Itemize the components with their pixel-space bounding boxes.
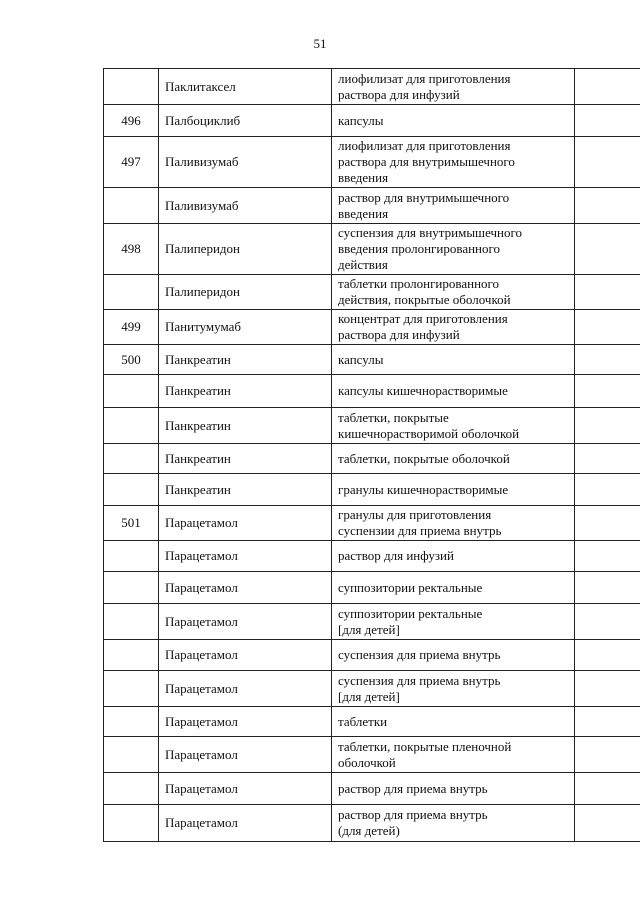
empty-cell — [575, 474, 640, 506]
drug-table — [103, 68, 640, 842]
row-number: 496 — [104, 105, 159, 137]
row-number — [104, 375, 159, 408]
empty-cell — [575, 275, 640, 310]
empty-cell — [575, 137, 640, 188]
dosage-form: суспензия для внутримышечного введения пролонгированного действия — [332, 224, 575, 275]
table-row — [104, 375, 640, 408]
drug-name: Палбоциклиб — [159, 105, 332, 137]
dosage-form: лиофилизат для приготовления раствора для инфузий — [332, 69, 575, 105]
drug-table-body — [104, 69, 640, 842]
empty-cell — [575, 640, 640, 671]
drug-name: Панкреатин — [159, 408, 332, 444]
dosage-form: таблетки, покрытые оболочкой — [332, 444, 575, 474]
dosage-form: суппозитории ректальные — [332, 572, 575, 604]
empty-cell — [575, 310, 640, 345]
drug-name: Парацетамол — [159, 541, 332, 572]
dosage-form: лиофилизат для приготовления раствора для внутримышечного введения — [332, 137, 575, 188]
drug-name: Парацетамол — [159, 640, 332, 671]
empty-cell — [575, 69, 640, 105]
dosage-form: капсулы — [332, 345, 575, 375]
drug-name: Палиперидон — [159, 275, 332, 310]
table-row — [104, 737, 640, 773]
dosage-form: суспензия для приема внутрь [для детей] — [332, 671, 575, 707]
empty-cell — [575, 408, 640, 444]
empty-cell — [575, 671, 640, 707]
table-row — [104, 506, 640, 541]
drug-name: Палиперидон — [159, 224, 332, 275]
table-row — [104, 474, 640, 506]
table-row — [104, 105, 640, 137]
drug-name: Панкреатин — [159, 444, 332, 474]
drug-name: Паливизумаб — [159, 137, 332, 188]
empty-cell — [575, 572, 640, 604]
empty-cell — [575, 805, 640, 842]
dosage-form: таблетки, покрытые кишечнорастворимой оболочкой — [332, 408, 575, 444]
drug-name: Паклитаксел — [159, 69, 332, 105]
row-number — [104, 805, 159, 842]
drug-name: Парацетамол — [159, 506, 332, 541]
dosage-form: суспензия для приема внутрь — [332, 640, 575, 671]
row-number — [104, 188, 159, 224]
dosage-form: таблетки пролонгированного действия, покрытые оболочкой — [332, 275, 575, 310]
empty-cell — [575, 506, 640, 541]
table-row — [104, 69, 640, 105]
dosage-form: раствор для внутримышечного введения — [332, 188, 575, 224]
dosage-form: концентрат для приготовления раствора для инфузий — [332, 310, 575, 345]
table-row — [104, 310, 640, 345]
empty-cell — [575, 737, 640, 773]
empty-cell — [575, 604, 640, 640]
row-number: 497 — [104, 137, 159, 188]
drug-name: Парацетамол — [159, 737, 332, 773]
row-number — [104, 541, 159, 572]
table-row — [104, 707, 640, 737]
table-row — [104, 640, 640, 671]
table-row — [104, 541, 640, 572]
empty-cell — [575, 188, 640, 224]
row-number — [104, 604, 159, 640]
row-number: 498 — [104, 224, 159, 275]
row-number — [104, 275, 159, 310]
dosage-form: гранулы для приготовления суспензии для приема внутрь — [332, 506, 575, 541]
dosage-form: раствор для приема внутрь — [332, 773, 575, 805]
empty-cell — [575, 541, 640, 572]
dosage-form: таблетки — [332, 707, 575, 737]
drug-name: Парацетамол — [159, 707, 332, 737]
drug-name: Парацетамол — [159, 572, 332, 604]
drug-name: Парацетамол — [159, 805, 332, 842]
table-row — [104, 444, 640, 474]
row-number — [104, 408, 159, 444]
drug-name: Панитумумаб — [159, 310, 332, 345]
row-number — [104, 572, 159, 604]
dosage-form: капсулы — [332, 105, 575, 137]
dosage-form: капсулы кишечнорастворимые — [332, 375, 575, 408]
drug-name: Парацетамол — [159, 604, 332, 640]
table-row — [104, 604, 640, 640]
dosage-form: раствор для приема внутрь (для детей) — [332, 805, 575, 842]
drug-name: Парацетамол — [159, 671, 332, 707]
table-row — [104, 805, 640, 842]
table-row — [104, 224, 640, 275]
dosage-form: таблетки, покрытые пленочной оболочкой — [332, 737, 575, 773]
dosage-form: суппозитории ректальные [для детей] — [332, 604, 575, 640]
row-number — [104, 707, 159, 737]
dosage-form: гранулы кишечнорастворимые — [332, 474, 575, 506]
row-number — [104, 69, 159, 105]
row-number — [104, 737, 159, 773]
row-number — [104, 444, 159, 474]
row-number — [104, 671, 159, 707]
row-number — [104, 474, 159, 506]
table-row — [104, 671, 640, 707]
drug-name: Панкреатин — [159, 474, 332, 506]
table-row — [104, 345, 640, 375]
drug-name: Панкреатин — [159, 345, 332, 375]
table-row — [104, 408, 640, 444]
page-number: 51 — [313, 36, 327, 51]
empty-cell — [575, 444, 640, 474]
drug-name: Парацетамол — [159, 773, 332, 805]
empty-cell — [575, 773, 640, 805]
table-row — [104, 572, 640, 604]
row-number: 499 — [104, 310, 159, 345]
row-number: 501 — [104, 506, 159, 541]
table-row — [104, 188, 640, 224]
row-number — [104, 773, 159, 805]
drug-name: Паливизумаб — [159, 188, 332, 224]
row-number: 500 — [104, 345, 159, 375]
table-row — [104, 137, 640, 188]
table-row — [104, 275, 640, 310]
row-number — [104, 640, 159, 671]
table-row — [104, 773, 640, 805]
empty-cell — [575, 375, 640, 408]
empty-cell — [575, 224, 640, 275]
empty-cell — [575, 707, 640, 737]
empty-cell — [575, 345, 640, 375]
dosage-form: раствор для инфузий — [332, 541, 575, 572]
empty-cell — [575, 105, 640, 137]
drug-name: Панкреатин — [159, 375, 332, 408]
